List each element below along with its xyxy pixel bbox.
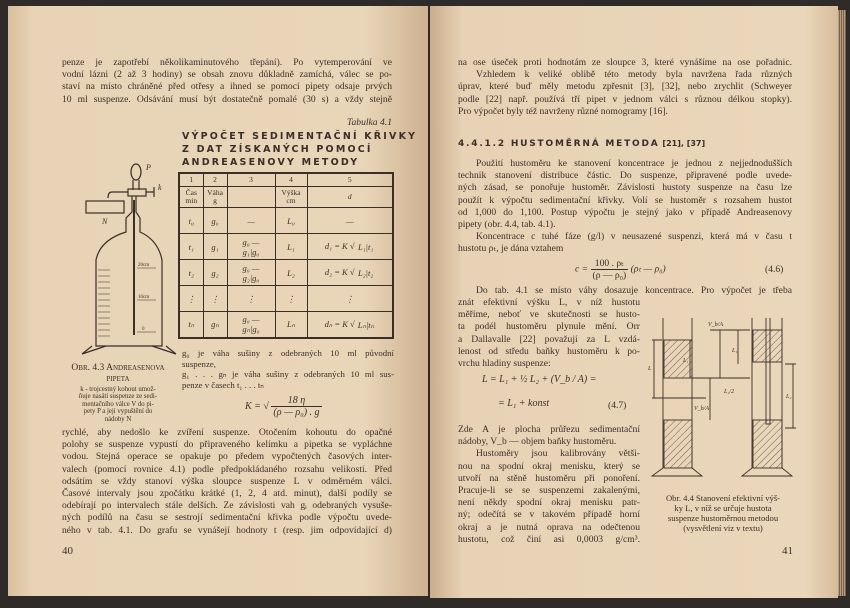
hydrometer-figure [650,318,800,486]
table-cell: t₀ [179,208,203,234]
table-notes: g₀ je váha sušiny z odebraných 10 ml původní suspenze, g₁ . . . gₙ je váha sušiny z odebraných 10 ml sus- penze v časech t₁ . . . tₙ [182,348,394,390]
table-cell: ⋮ [275,286,307,312]
k-formula: K = √ $\frac{18 \eta}{\text{(ρ — ρ₀) . g}}$ [245,395,320,418]
table-cell: L₂ [275,260,307,286]
table-cell: g₀ [203,208,227,234]
table-cell: Lₙ [275,312,307,338]
right-paragraph-2-narrow: znát efektivní výšku L, v níž hustotu měříme, neboť ve skutečnosti se husto- ta podél hustoměru plynule mění. Orr a Dallavalle [22] považují za L vzdá- lenost od středu baňky hustoměru k po- vrchu hladiny suspenze: [458,297,640,370]
table-cell: — [227,208,275,234]
table-cell: L₀ [275,208,307,234]
fraction: L₂|t₂ [357,268,374,279]
table-cell: gₙ [203,312,227,338]
label-l2-half: L₂/2 [724,389,735,395]
table-cell [307,312,393,338]
col-number: 1 [179,173,203,187]
table-cell: — [307,208,393,234]
col-header: Váha g [203,187,227,208]
table-cell: L₁ [275,234,307,260]
label-vb-a: V_b/A [708,322,723,328]
equation-tag-4-6: (4.6) [765,264,784,275]
table-cell: t₂ [179,260,203,286]
fraction: g₀ — g₁|g₀ [242,236,260,257]
label-l1: L₁ [683,358,689,364]
table-cell: g₂ [203,260,227,286]
equation-4-6: c = $\frac{\text{100 . ρₜ}}{\text{(ρ — ρ₀)}}$ (ρₜ — ρ₀) [575,258,666,281]
page-number-left: 40 [62,545,73,557]
left-top-paragraph: penze je zapotřebí několikaminutového třepání). Po vytemperování ve vodní lázni (2 až 3 hodiny) se obsah znovu důkladně zamíchá, válec se po- staví na místo chráněné před otřesy a ihned se pomocí pipety odsaje prvých 10 ml suspenze. Odsávání musí být dostatečně pomalé (30 s) a vždy stejně [62,57,392,105]
equation-4-7: L = L₁ + ½ L₂ + (V_b / A) = = L₁ + konst [482,374,597,410]
section-heading: 4.4.1.2 HUSTOMĚRNÁ METODA [21], [37] [458,139,706,149]
table-cell [227,260,275,286]
table-cell: t₁ [179,234,203,260]
mark-0: 0 [142,327,145,332]
label-l1: L₁ [732,348,738,354]
fraction: Lₙ|tₙ [357,319,374,330]
label-p: P [146,163,151,172]
figure-4-3-title: Obr. 4.3 Andreasenova pipeta [71,363,165,384]
table-label: Tabulka 4.1 [347,117,392,128]
table-cell: ⋮ [203,286,227,312]
table-cell: ⋮ [307,286,393,312]
label-k: k [158,183,162,192]
table-row [179,260,393,286]
col-header: Výška cm [275,187,307,208]
table-row [179,286,393,312]
figure-4-3-caption: k - trojcestný kohout umož- ňuje nasátí suspenze ze sedi- mentačního válce V do pi- pety P a její vypuštění do nádoby N [78,386,158,423]
fraction: g₀ — gₙ|g₀ [242,314,260,335]
table-row [179,312,393,338]
d-formula: d₁ = K √ [324,240,355,251]
table-cell: ⋮ [179,286,203,312]
right-paragraph-1: Použití hustoměru ke stanovení koncentrace je jednou z nejjednodušších technik stanovení distribuce částic. Do suspenze, připravené podle uvede- ných zásad, se ponořuje hustoměr. Závislosti hustoty suspenze na času lze použít k výpočtu sedimentační křivky. Volí se hustoměr s rozsahem hustot od 1,000 do 1,100. Postup výpočtu je stejný jako v případě Andreasenovy pipety (obr. 4.4, tab. 4.1). Koncentrace c tuhé fáze (g/l) v neusazené suspenzi, která má v času t hustotu ρₜ, je dána vztahem [458,158,792,255]
fraction: g₀ — g₂|g₀ [242,262,260,283]
d-formula: dₙ = K √ [324,318,355,329]
label-n: N [102,217,108,226]
sedimentation-table [178,172,394,339]
table-cell: ⋮ [227,286,275,312]
table-cell [227,312,275,338]
table-row [179,234,393,260]
table-title: VÝPOČET SEDIMENTAČNÍ KŘIVKY Z DAT ZÍSKANÝCH POMOCÍ ANDREASENOVY METODY [182,131,418,168]
equation-tag-4-7: (4.7) [608,400,627,411]
label-l: L [648,366,652,372]
mark-10cm: 10cm [138,295,150,300]
label-l2: L₂ [786,394,792,400]
col-number: 3 [227,173,275,187]
d-formula: d₂ = K √ [324,266,355,277]
table-row [179,208,393,234]
col-number: 5 [307,173,393,187]
page-number-right: 41 [782,545,793,557]
table-cell [307,234,393,260]
col-header: Čas min [179,187,203,208]
left-bottom-paragraph: rychlé, aby nedošlo ke zvíření suspenze. Otočením kohoutu do opačné polohy se suspenze vypustí do připraveného kelímku a pipetka se vypláchne vodou. Stejná operace se opakuje po předem vypočtených časových inter- valech (pomocí rovnice 4.1) podle předpokládaného rozsahu velikostí. Před odsátím se vždy stanoví výška sloupce suspenze L v odměrném válci. Časové intervaly jsou zpočátku krátké (1, 2, 4 atd. minut), další podíly se odebírají po intervalech stále delších. Ze závislosti vah gᵢ odebraných vysuše- ných podílů na času se sestrojí sedimentační křivka podle výpočtu uvede- ného v tab. 4.1. Do grafu se vynášejí hodnoty t (resp. jim odpovídající d) [62,427,392,536]
table-cell [307,260,393,286]
mark-20cm: 20cm [138,263,150,268]
label-vb-a: V_b/A [694,406,709,412]
fraction: L₁|t₁ [357,242,374,253]
col-number: 2 [203,173,227,187]
table-cell: tₙ [179,312,203,338]
table-cell [227,234,275,260]
figure-4-4-caption: Obr. 4.4 Stanovení efektivní výš- ky L, v níž se určuje hustota suspenze hustoměrnou metodou (vysvětlení viz v textu) [665,493,781,533]
right-top-paragraph: na ose úseček proti hodnotám ze sloupce 3, které vynášíme na ose pořadnic. Vzhledem k veliké oblibě této metody byla navržena řada různých úprav, které buď měly metodu zpřesnit [3], [32], nebo zrychlit (Schweyer podle [22] např. používá tří pipet v jednom válci s různou délkou stopky). Pro výpočet byly též navrženy různé nomogramy [16]. [458,57,792,117]
right-paragraph-3: Zde A je plocha průřezu sedimentační nádoby, V_b — objem baňky hustoměru. Hustoměry jsou kalibrovány větši- nou na spodní okraj menisku, který se utvoří na stěně hustoměru při ponoření. Pracuje-li se se suspenzemi zakalenými, není někdy spodní okraj menisku patr- ný; odečítá se v takovém případě horní okraj a je nutná oprava na odečtenou hustotu, což činí asi 0,0003 g/cm³. [458,424,640,545]
col-header: d [307,187,393,208]
col-number: 4 [275,173,307,187]
andreasen-pipette-figure [70,160,180,360]
right-paragraph-2: Do tab. 4.1 se místo váhy dosazuje koncentrace. Pro výpočet je třeba [476,285,792,296]
col-header [227,187,275,208]
page-edges [838,10,846,596]
table-cell: g₁ [203,234,227,260]
